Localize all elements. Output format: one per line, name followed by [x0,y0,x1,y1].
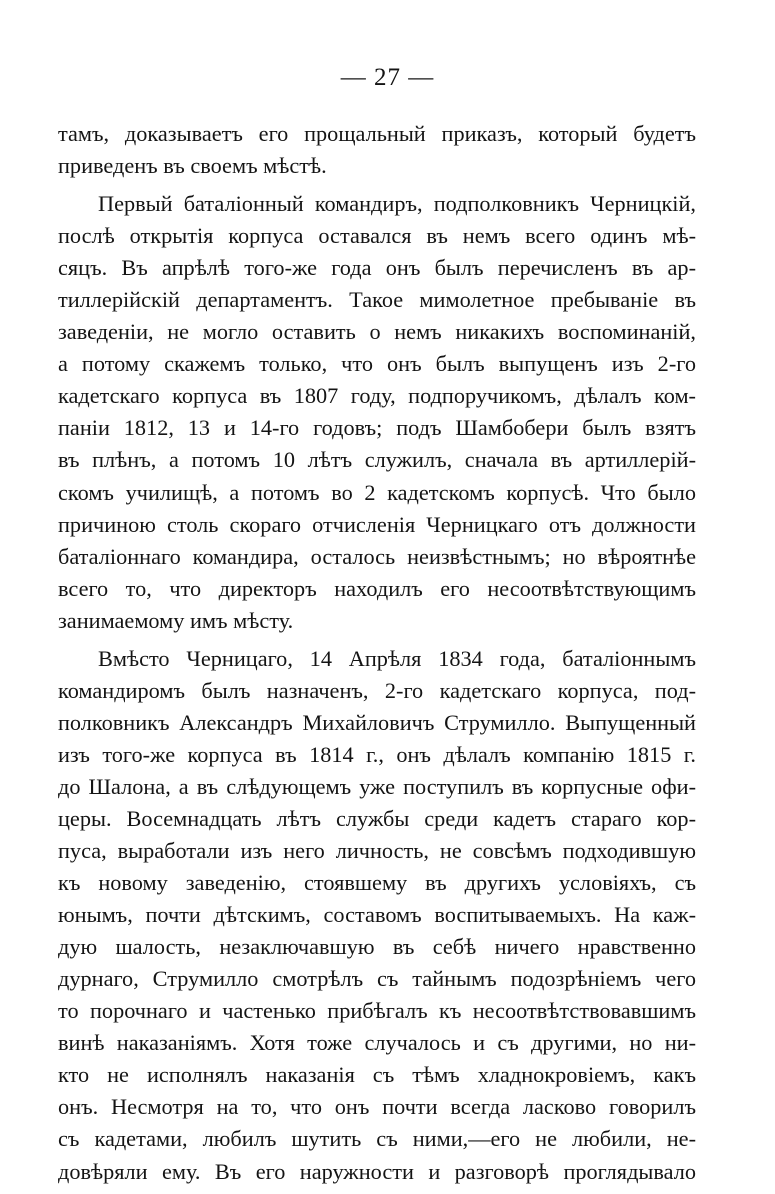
text-line: паніи 1812, 13 и 14-го годовъ; подъ Шамбобери былъ взятъ [58,415,696,441]
text-line: послѣ открытія корпуса оставался въ немъ всего одинъ мѣ- [58,223,696,249]
text-line: изъ того-же корпуса въ 1814 г., онъ дѣлалъ компанію 1815 г. [58,741,696,767]
text-line: кадетскаго корпуса въ 1807 году, подпоручикомъ, дѣлалъ ком- [58,383,696,409]
page-number: — 27 — [340,64,435,91]
text-line: занимаемому имъ мѣсту. [58,607,294,633]
text-line: юнымъ, почти дѣтскимъ, составомъ воспитываемыхъ. На каж- [58,902,696,928]
text-line: командиромъ былъ назначенъ, 2-го кадетскаго корпуса, под- [58,677,696,703]
paragraph-1 [58,118,696,182]
text-line: дую шалость, незаключавшую въ себѣ ничего нравственно [58,934,696,960]
text-line: полковникъ Александръ Михайловичъ Струмилло. Выпущенный [58,709,696,735]
text-line: дурнаго, Струмилло смотрѣлъ съ тайнымъ подозрѣніемъ чего [58,966,696,992]
text-line: съ кадетами, любилъ шутить съ ними,—его не любили, не- [58,1126,696,1152]
text-line: Первый баталіонный командиръ, подполковникъ Черницкій, [98,191,696,217]
text-line: сяцъ. Въ апрѣлѣ того-же года онъ былъ перечисленъ въ ар- [58,255,696,281]
text-line: баталіоннаго командира, осталось неизвѣстнымъ; но вѣроятнѣе [58,543,696,569]
text-line: онъ. Несмотря на то, что онъ почти всегда ласково говорилъ [58,1094,696,1120]
text-line: причиною столь скораго отчисленія Черницкаго отъ должности [58,511,696,537]
text-line: всего то, что директоръ находилъ его несоотвѣтствующимъ [58,575,696,601]
paragraph-3 [58,643,696,1188]
body-text [58,118,696,1194]
text-line: кто не исполнялъ наказанія съ тѣмъ хладнокровіемъ, какъ [58,1062,696,1088]
text-line: то порочнаго и частенько прибѣгалъ къ несоотвѣтствовавшимъ [58,998,696,1024]
text-line: въ плѣнъ, а потомъ 10 лѣтъ служилъ, сначала въ артиллерій- [58,447,696,473]
text-line: до Шалона, а въ слѣдующемъ уже поступилъ въ корпусные офи- [58,773,696,799]
text-line: приведенъ въ своемъ мѣстѣ. [58,153,327,179]
text-line: церы. Восемнадцать лѣтъ службы среди кадетъ стараго кор- [58,805,696,831]
text-line: заведеніи, не могло оставить о немъ никакихъ воспоминаній, [58,319,696,345]
text-line: а потому скажемъ только, что онъ былъ выпущенъ изъ 2-го [58,351,696,377]
text-line: винѣ наказаніямъ. Хотя тоже случалось и съ другими, но ни- [58,1030,696,1056]
text-line: къ новому заведенію, стоявшему въ другихъ условіяхъ, съ [58,870,696,896]
text-line: тамъ, доказываетъ его прощальный приказъ, который будетъ [58,121,696,146]
text-line: пуса, выработали изъ него личность, не совсѣмъ подходившую [58,838,696,864]
text-line: довѣряли ему. Въ его наружности и разговорѣ проглядывало [58,1158,696,1184]
text-line: скомъ училищѣ, а потомъ во 2 кадетскомъ корпусѣ. Что было [58,479,696,505]
paragraph-2 [58,188,696,637]
text-line: Вмѣсто Черницаго, 14 Апрѣля 1834 года, баталіоннымъ [98,645,696,671]
text-line: тиллерійскій департаментъ. Такое мимолетное пребываніе въ [58,287,696,313]
